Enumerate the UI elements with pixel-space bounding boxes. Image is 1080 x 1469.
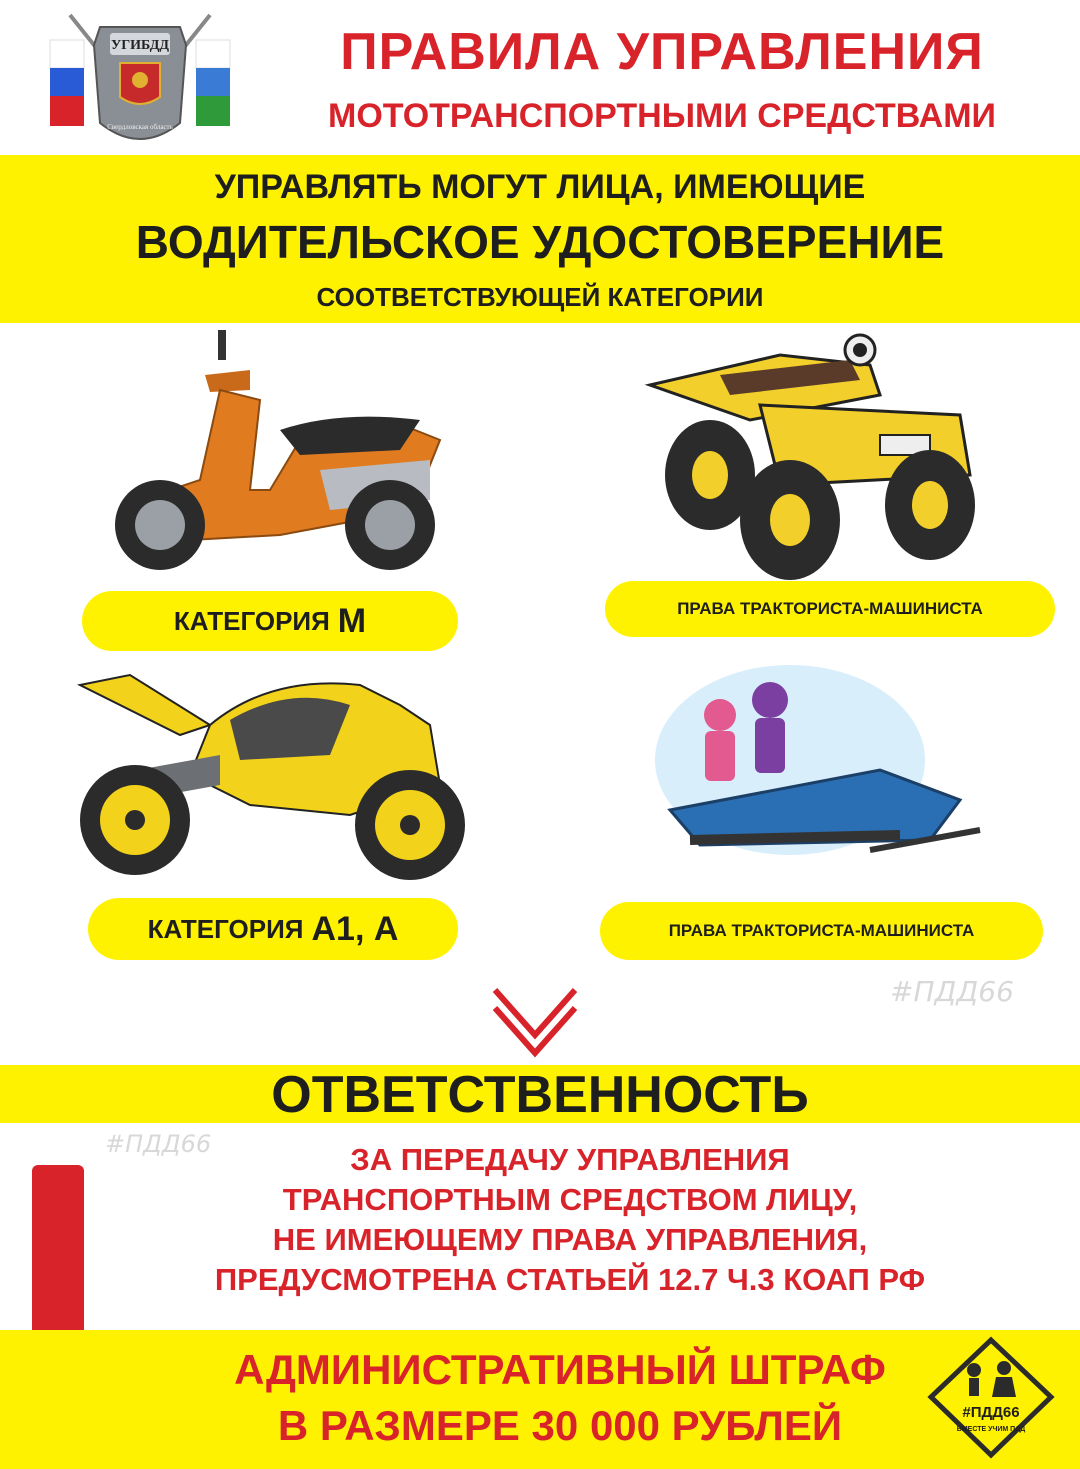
category-value: А1, А: [311, 909, 399, 948]
ugibdd-emblem: [40, 5, 240, 155]
tractor-license-badge-2: [600, 902, 1043, 960]
scooter-icon: [100, 330, 480, 580]
category-a1-a-badge: [88, 898, 458, 960]
law-line-2: ТРАНСПОРТНЫМ СРЕДСТВОМ ЛИЦУ,: [282, 1182, 858, 1217]
category-label: КАТЕГОРИЯ: [173, 605, 330, 636]
law-line-4: ПРЕДУСМОТРЕНА СТАТЬЕЙ 12.7 Ч.3 КОАП РФ: [214, 1262, 926, 1297]
tractor-license-label: ПРАВА ТРАКТОРИСТА-МАШИНИСТА: [677, 599, 983, 618]
tractor-license-label: ПРАВА ТРАКТОРИСТА-МАШИНИСТА: [668, 921, 975, 940]
category-m-badge: [82, 591, 458, 651]
chevron-down-icon: [490, 980, 580, 1060]
emblem-label: УГИБДД: [110, 38, 170, 53]
fine-line-2: В РАЗМЕРЕ 30 000 РУБЛЕЙ: [277, 1402, 843, 1449]
page-title: ПРАВИЛА УПРАВЛЕНИЯ: [340, 23, 984, 81]
banner-line-1: УПРАВЛЯТЬ МОГУТ ЛИЦА, ИМЕЮЩИЕ: [214, 168, 866, 206]
emblem-region: Свердловская область: [107, 123, 173, 131]
atv-icon: [630, 325, 990, 585]
watermark: #ПДД66: [890, 975, 1014, 1008]
page-subtitle: МОТОТРАНСПОРТНЫМИ СРЕДСТВАМИ: [328, 97, 996, 135]
russian-flag-icon: [50, 40, 84, 126]
motorcycle-icon: [70, 665, 480, 890]
pdd66-logo-icon: [926, 1335, 1056, 1460]
law-line-1: ЗА ПЕРЕДАЧУ УПРАВЛЕНИЯ: [350, 1142, 790, 1177]
badge-motto: ВМЕСТЕ УЧИМ ПДД: [956, 1426, 1026, 1433]
law-line-3: НЕ ИМЕЮЩЕМУ ПРАВА УПРАВЛЕНИЯ,: [272, 1222, 868, 1257]
category-value: М: [337, 601, 367, 640]
responsibility-title: ОТВЕТСТВЕННОСТЬ: [271, 1066, 809, 1124]
badge-tag: #ПДД66: [962, 1404, 1020, 1421]
sverdlovsk-flag-icon: [196, 40, 230, 126]
snowmobile-icon: [640, 660, 1000, 885]
watermark: #ПДД66: [105, 1130, 212, 1158]
banner-line-3: СООТВЕТСТВУЮЩЕЙ КАТЕГОРИИ: [316, 282, 764, 312]
category-label: КАТЕГОРИЯ: [147, 913, 304, 944]
banner-line-2: ВОДИТЕЛЬСКОЕ УДОСТОВЕРЕНИЕ: [135, 216, 945, 268]
fine-line-1: АДМИНИСТРАТИВНЫЙ ШТРАФ: [234, 1346, 886, 1393]
tractor-license-badge-1: [605, 581, 1055, 637]
